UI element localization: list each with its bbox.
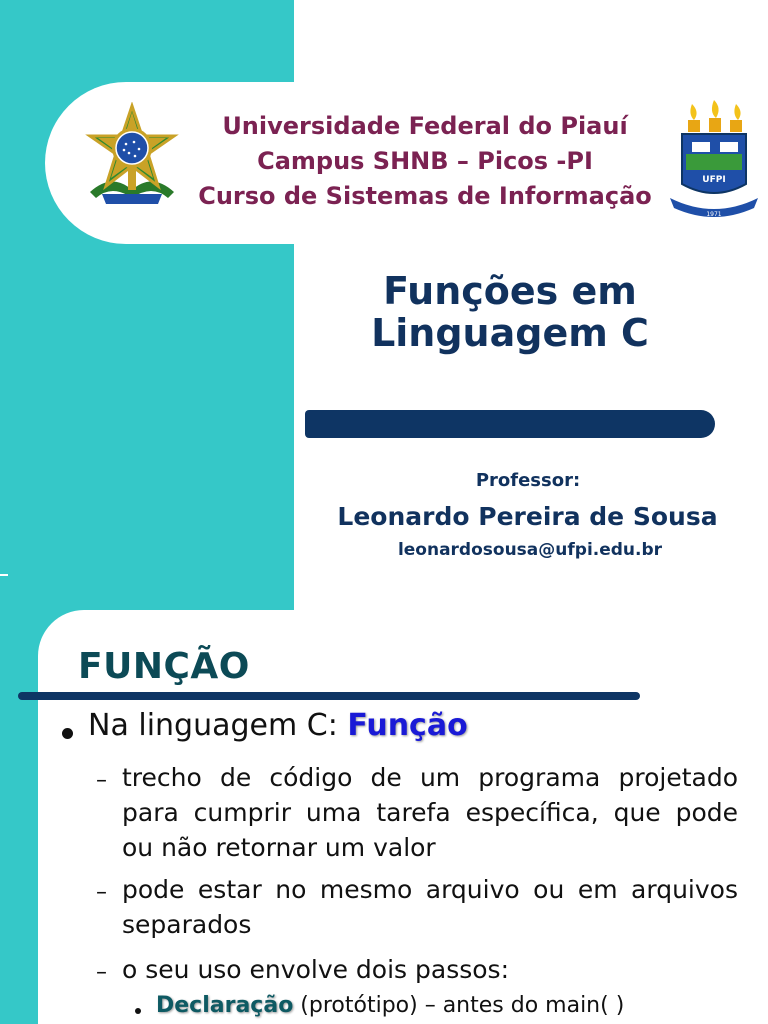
dash-icon: – (96, 768, 107, 793)
level3-highlight: Declaração (156, 993, 294, 1018)
level3-text: (protótipo) – antes do main( ) (293, 993, 625, 1018)
edge-tick (0, 574, 8, 576)
bullet-1-highlight: Função (347, 708, 468, 743)
professor-label: Professor: (475, 470, 581, 491)
brazil-coat-of-arms-icon (82, 102, 182, 210)
ufpi-year: 1971 (706, 211, 722, 218)
level3-bullet-icon (135, 1008, 141, 1014)
sub-bullet-1-line-3: ou não retornar um valor (122, 833, 436, 862)
campus-name: Campus SHNB – Picos -PI (257, 147, 593, 175)
title-divider-bar (305, 410, 715, 438)
professor-email: leonardosousa@ufpi.edu.br (397, 540, 663, 560)
bullet-1-text: Na linguagem C: (88, 708, 348, 743)
sub-bullet-1 (122, 760, 738, 830)
ufpi-logo-text: UFPI (702, 175, 726, 185)
slide-title: FUNÇÃO (78, 646, 250, 687)
dash-icon: – (96, 880, 107, 905)
content-slide (0, 610, 768, 1024)
level3-bullet (156, 993, 624, 1018)
title-line-2: Linguagem C (371, 311, 649, 355)
slide-title-bar (18, 692, 640, 700)
sub-bullet-2-line-1: pode estar no mesmo arquivo ou em arquivos (122, 875, 738, 904)
presentation-title (330, 270, 690, 354)
dash-icon: – (96, 960, 107, 985)
sub-bullet-1-line-1: trecho de código de um programa projetado (122, 763, 738, 792)
professor-name: Leonardo Pereira de Sousa (337, 502, 718, 531)
bullet-1 (88, 708, 468, 743)
sub-bullet-2-line-2: separados (122, 910, 252, 939)
title-line-1: Funções em (383, 269, 637, 313)
ufpi-logo-icon (668, 98, 760, 222)
bullet-dot-icon (62, 728, 73, 739)
course-name: Curso de Sistemas de Informação (198, 182, 652, 210)
sub-bullet-3: o seu uso envolve dois passos: (122, 955, 509, 984)
sub-bullet-1-line-2: para cumprir uma tarefa específica, que pode (122, 798, 738, 827)
university-name: Universidade Federal do Piauí (222, 112, 628, 140)
